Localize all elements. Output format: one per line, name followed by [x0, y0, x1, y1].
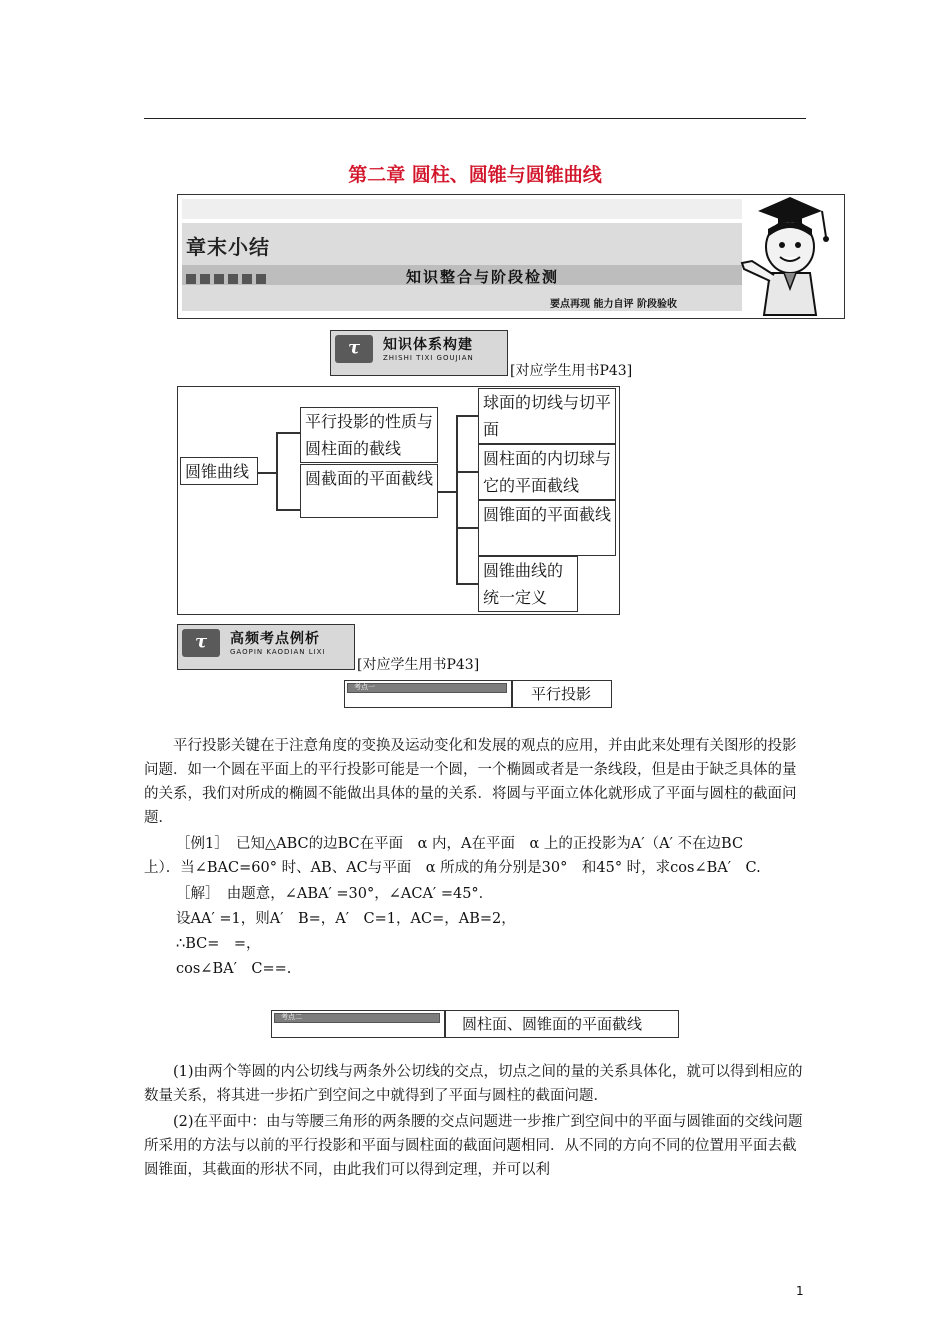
- map-node-cylinder-inscribed: 圆柱面的内切球与它的平面截线: [478, 444, 616, 500]
- header-rule: [144, 118, 806, 119]
- banner-blocks: [186, 269, 270, 288]
- map-node-unified-definition: 圆锥曲线的统一定义: [478, 556, 578, 612]
- topic-divider: [511, 681, 513, 707]
- chapter-summary-banner: [177, 194, 845, 319]
- topic-divider: [444, 1011, 446, 1037]
- section-ref: [对应学生用书P43]: [357, 657, 480, 673]
- topic-label: 圆柱面、圆锥面的平面截线: [462, 1015, 643, 1033]
- section-logo-icon: τ: [335, 335, 373, 363]
- section-title: 高频考点例析: [230, 631, 320, 647]
- map-connector: [276, 509, 300, 511]
- section-logo-icon: τ: [182, 629, 220, 657]
- topic-badge: 考点二: [274, 1013, 440, 1023]
- banner-subtitle: 知识整合与阶段检测: [406, 268, 560, 286]
- section-pinyin: GAOPIN KAODIAN LIXI: [230, 648, 326, 656]
- solution-line: ∴BC= =，: [176, 936, 261, 952]
- map-connector: [276, 432, 278, 510]
- section-head-knowledge: [330, 330, 508, 376]
- topic-badge: 考点一: [347, 683, 507, 693]
- map-node-sphere-tangent: 球面的切线与切平面: [478, 388, 616, 444]
- map-connector: [456, 471, 478, 473]
- section-ref: [对应学生用书P43]: [510, 363, 633, 379]
- map-connector: [258, 472, 276, 474]
- solution-line: 设AA′ =1，则A′ B=，A′ C=1，AC=，AB=2，: [176, 911, 516, 927]
- map-connector: [456, 415, 458, 583]
- map-connector: [456, 583, 478, 585]
- graduate-cartoon-icon: [738, 189, 838, 319]
- topic-box-2: [271, 1010, 679, 1038]
- section-head-examples: [177, 624, 355, 670]
- topic-box-1: [344, 680, 612, 708]
- solution-line: ［解］ 由题意，∠ABA′ =30°，∠ACA′ =45°．: [176, 886, 494, 902]
- map-node-circle-section: 圆截面的平面截线: [300, 464, 438, 518]
- body-paragraph: (1)由两个等圆的内公切线与两条外公切线的交点，切点之间的量的关系具体化，就可以得到相应的数量关系，将其进一步拓广到空间之中就得到了平面与圆柱的截面问题．: [144, 1064, 803, 1104]
- solution-line: cos∠BA′ C==.: [176, 961, 292, 977]
- section-pinyin: ZHISHI TIXI GOUJIAN: [383, 354, 474, 362]
- map-root-node: 圆锥曲线: [180, 457, 258, 485]
- banner-tagline: 要点再现 能力自评 阶段验收: [550, 299, 677, 310]
- map-connector: [456, 415, 478, 417]
- body-paragraph: 平行投影关键在于注意角度的变换及运动变化和发展的观点的应用，并由此来处理有关图形的投影问题．如一个圆在平面上的平行投影可能是一个圆，一个椭圆或者是一条线段，但是由于缺乏具体的量的关系，我们对所成的椭圆不能做出具体的量的关系．将圆与平面立体化就形成了平面与圆柱的截面问题．: [144, 738, 797, 826]
- concept-map: [177, 386, 620, 615]
- section-title: 知识体系构建: [383, 337, 473, 353]
- banner-title: 章末小结: [186, 235, 270, 259]
- page-number: 1: [796, 1284, 804, 1298]
- chapter-title: 第二章 圆柱、圆锥与圆锥曲线: [348, 164, 602, 186]
- topic-label: 平行投影: [531, 685, 592, 703]
- banner-top-strip: [182, 199, 742, 219]
- map-node-parallel-projection: 平行投影的性质与圆柱面的截线: [300, 407, 438, 463]
- map-connector: [438, 491, 456, 493]
- map-node-cone-section: 圆锥面的平面截线: [478, 500, 616, 556]
- map-connector: [276, 432, 300, 434]
- example-line: 上）．当∠BAC=60° 时、AB、AC与平面 α 所成的角分别是30° 和45° 时，求cos∠BA′ C.: [144, 860, 761, 876]
- map-connector: [456, 527, 478, 529]
- body-paragraph: (2)在平面中：由与等腰三角形的两条腰的交点问题进一步推广到空间中的平面与圆锥面的交线问题所采用的方法与以前的平行投影和平面与圆柱面的截面问题相同．从不同的方向不同的位置用平面去截圆锥面，其截面的形状不同，由此我们可以得到定理，并可以利: [144, 1114, 803, 1178]
- example-line: ［例1］ 已知△ABC的边BC在平面 α 内，A在平面 α 上的正投影为A′（A′ 不在边BC: [176, 836, 744, 852]
